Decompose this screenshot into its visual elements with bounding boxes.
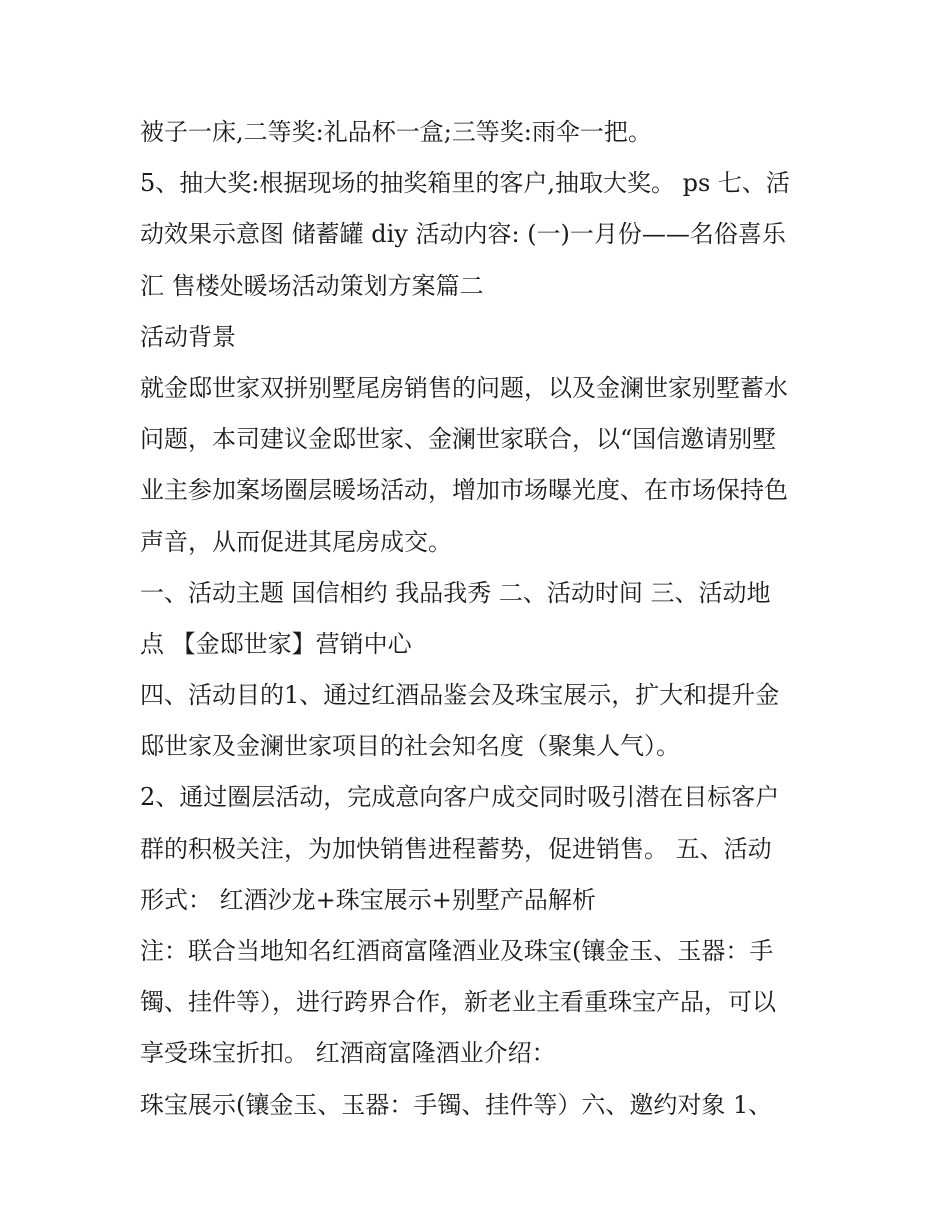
text-line: 5、抽大奖:根据现场的抽奖箱里的客户,抽取大奖。 ps 七、活 [140, 169, 790, 198]
text-line: 四、活动目的1、通过红酒品鉴会及珠宝展示，扩大和提升金 [140, 681, 780, 710]
text-line: 声音，从而促进其尾房成交。 [140, 527, 452, 556]
text-line: 一、活动主题 国信相约 我品我秀 二、活动时间 三、活动地 [140, 578, 771, 607]
text-line: 享受珠宝折扣。 红酒商富隆酒业介绍： [140, 1039, 556, 1068]
text-line: 形式： 红酒沙龙+珠宝展示+别墅产品解析 [140, 885, 596, 914]
text-line: 珠宝展示(镶金玉、玉器：手镯、挂件等）六、邀约对象 1、 [140, 1090, 773, 1119]
text-line: 动效果示意图 储蓄罐 diy 活动内容: (一)一月份——名俗喜乐 [140, 220, 786, 249]
section-heading: 活动背景 [140, 322, 236, 351]
text-line: 注：联合当地知名红酒商富隆酒业及珠宝(镶金玉、玉器：手 [140, 937, 774, 965]
text-line: 点 【金邸世家】营销中心 [140, 629, 412, 658]
text-line: 业主参加案场圈层暖场活动，增加市场曝光度、在市场保持色 [140, 476, 788, 505]
text-line: 问题，本司建议金邸世家、金澜世家联合，以“国信邀请别墅 [140, 425, 777, 454]
text-line: 就金邸世家双拼别墅尾房销售的问题，以及金澜世家别墅蓄水 [140, 373, 788, 402]
text-line: 镯、挂件等），进行跨界合作，新老业主看重珠宝产品，可以 [140, 988, 776, 1017]
text-line: 2、通过圈层活动，完成意向客户成交同时吸引潜在目标客户 [140, 783, 780, 812]
text-line: 邸世家及金澜世家项目的社会知名度（聚集人气）。 [140, 732, 680, 761]
text-line: 汇 售楼处暖场活动策划方案篇二 [140, 271, 484, 300]
text-line: 被子一床,二等奖:礼品杯一盒;三等奖:雨伞一把。 [140, 118, 652, 146]
text-line: 群的积极关注，为加快销售进程蓄势，促进销售。 五、活动 [140, 834, 772, 863]
document-body [140, 107, 830, 1131]
